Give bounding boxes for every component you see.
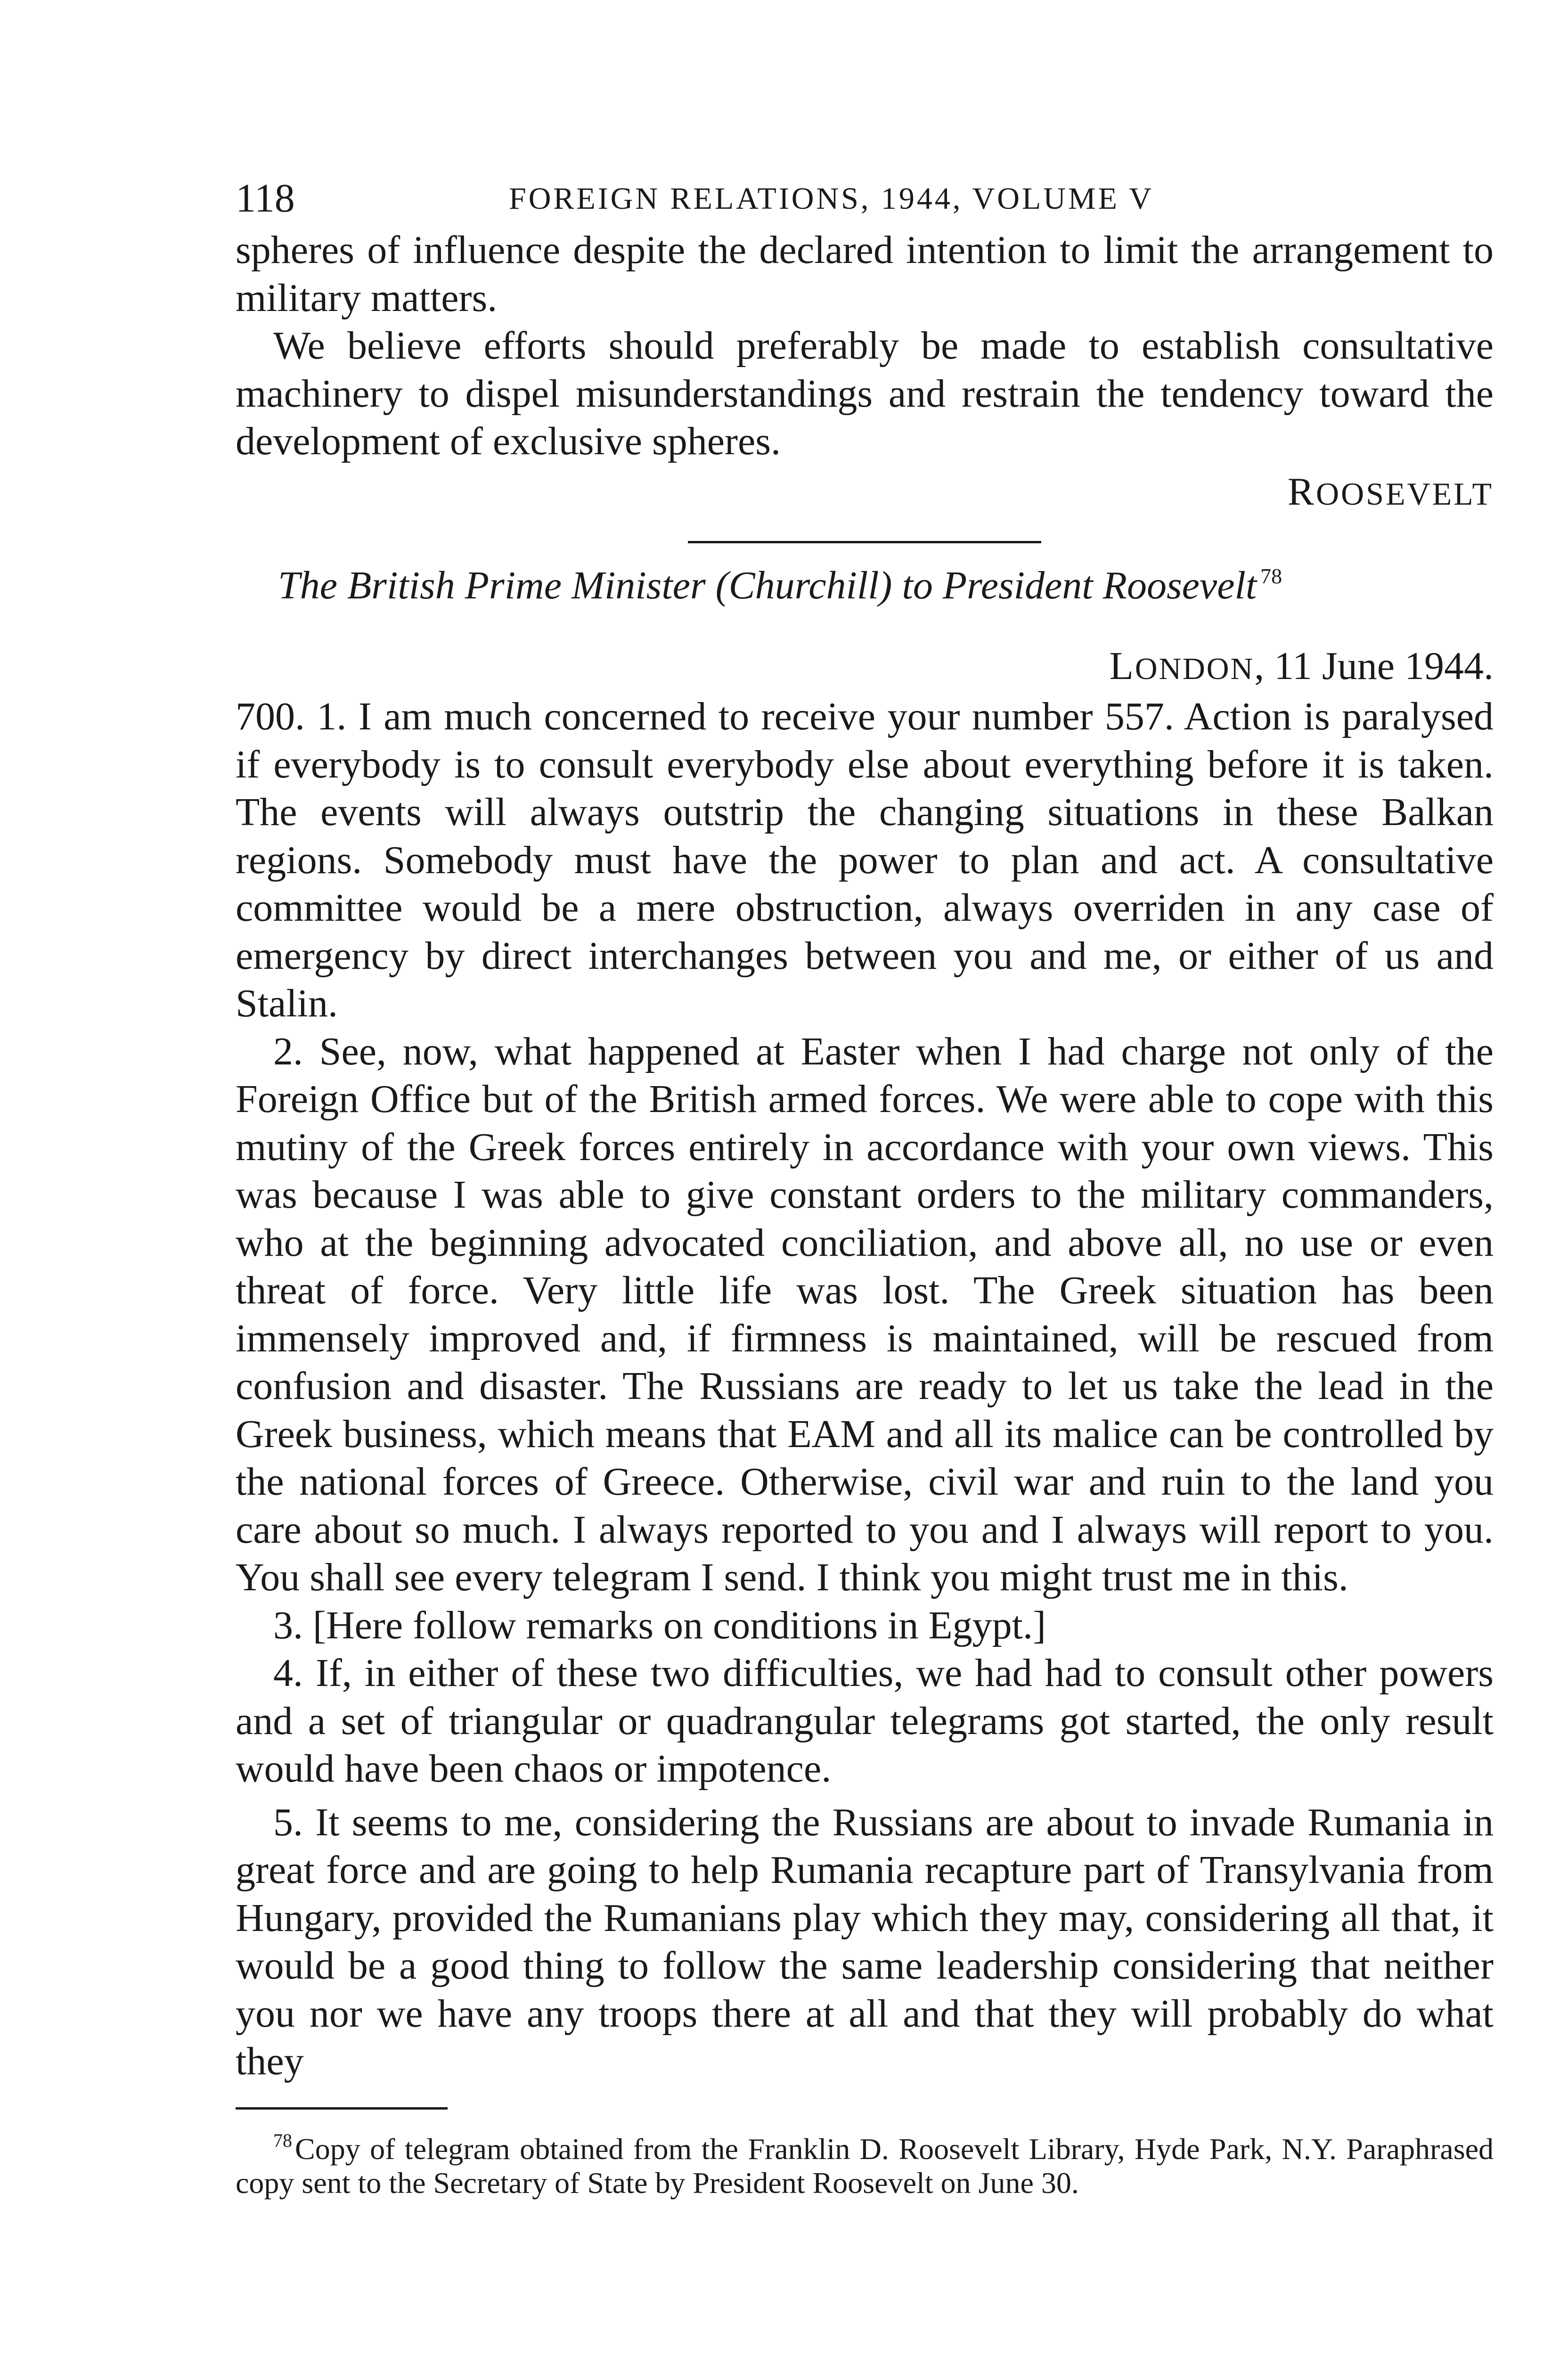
footnote-marker: 78	[273, 2129, 292, 2151]
paragraph-2: 2. See, now, what happened at Easter when I had charge not only of the Foreign Office but of the British armed forces. We were able to cope with this mutiny of the Greek forces entirely in accordance with your own views. This was because I was able to give constant orders to the military commanders, who at the beginning advocated conciliation, and above all, no use or even threat of force. Very little life was lost. The Greek situation has been immensely improved and, if firmness is maintained, will be rescued from confusion and disaster. The Russians are ready to let us take the lead in the Greek business, which means that EAM and all its malice can be controlled by the national forces of Greece. Otherwise, civil war and ruin to the land you care about so much. I always reported to you and I always will report to you. You shall see every telegram I send. I think you might trust me in this.	[236, 1029, 1494, 1599]
running-header	[236, 174, 1494, 226]
paragraph-5: 5. It seems to me, considering the Russians are about to invade Rumania in great force and are going to help Rumania recapture part of Transylvania from Hungary, provided the Rumanians play which they may, considering all that, it would be a good thing to follow the same leadership considering that neither you nor we have any troops there at all and that they will probably do what they	[236, 1800, 1494, 2083]
running-title: FOREIGN RELATIONS, 1944, VOLUME V	[509, 181, 1154, 216]
telegram-body	[236, 693, 1494, 2086]
dateline-date: , 11 June 1944.	[1254, 644, 1494, 688]
document-page	[236, 174, 1494, 2200]
document-heading-text: The British Prime Minister (Churchill) to President Roosevelt	[278, 563, 1257, 607]
continued-paragraph: spheres of influence despite the declared intention to limit the arrangement to military matters.	[236, 228, 1494, 320]
footnote-reference: 78	[1260, 564, 1282, 588]
footnote-text: Copy of telegram obtained from the Franklin D. Roosevelt Library, Hyde Park, N.Y. Paraphrased copy sent to the Secretary of State by President Roosevelt on June 30.	[236, 2132, 1494, 2200]
paragraph-4: 4. If, in either of these two difficulties, we had had to consult other powers and a set of triangular or quadrangular telegrams got started, the only result would have been chaos or impotence.	[236, 1651, 1494, 1791]
paragraph-1: 700. 1. I am much concerned to receive your number 557. Action is paralysed if everybody is to consult everybody else about everything before it is taken. The events will always outstrip the changing situations in these Balkan regions. Somebody must have the power to plan and act. A consultative committee would be a mere obstruction, always overriden in any case of emergency by direct interchanges between you and me, or either of us and Stalin.	[236, 695, 1494, 1025]
dateline	[236, 642, 1494, 693]
closing-paragraph: We believe efforts should preferably be made to establish consultative machinery to dispel misunderstandings and restrain the tendency toward the development of exclusive spheres.	[236, 324, 1494, 463]
footnote	[236, 2129, 1494, 2200]
signature-initial: R	[1287, 469, 1316, 514]
page-number: 118	[236, 175, 295, 221]
document-heading	[236, 562, 1494, 609]
paragraph-3: 3. [Here follow remarks on conditions in Egypt.]	[273, 1603, 1046, 1647]
section-divider	[688, 541, 1041, 543]
signature-roosevelt	[236, 468, 1494, 517]
dateline-place-rest: ONDON	[1135, 651, 1255, 686]
preceding-text	[236, 226, 1494, 466]
dateline-place-initial: L	[1109, 644, 1135, 688]
signature-rest: OOSEVELT	[1315, 475, 1494, 512]
footnote-divider	[236, 2107, 448, 2110]
